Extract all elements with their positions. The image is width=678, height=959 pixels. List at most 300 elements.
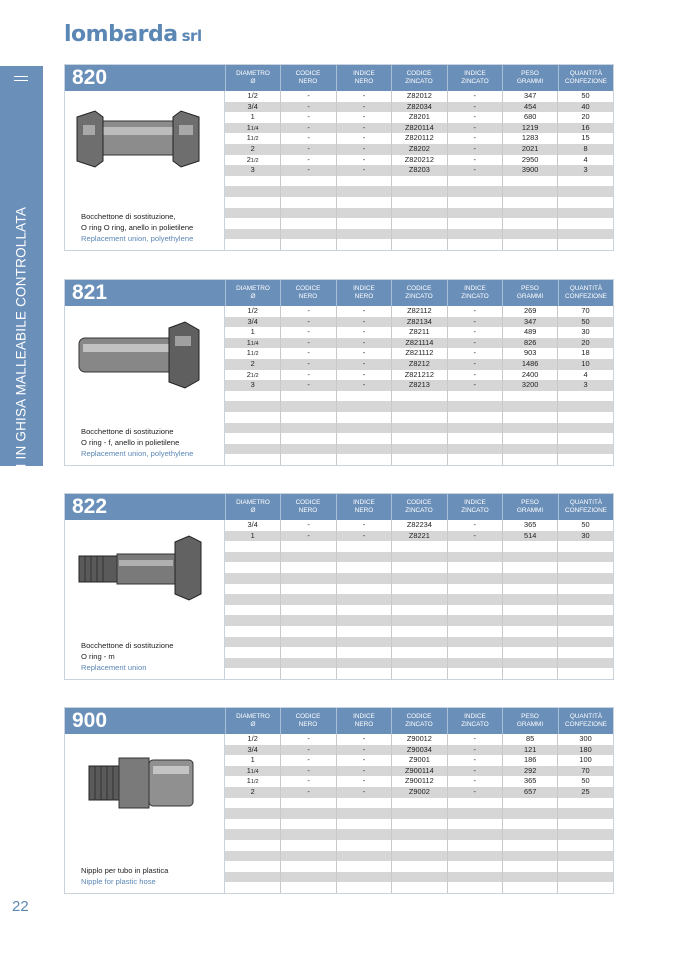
table-row xyxy=(225,637,613,648)
table-cell: 300 xyxy=(557,734,612,745)
table-row xyxy=(225,338,613,349)
table-cell xyxy=(225,229,280,240)
table-cell: - xyxy=(447,745,502,756)
table-cell: - xyxy=(447,133,502,144)
table-cell xyxy=(557,208,612,219)
table-cell xyxy=(502,444,557,455)
table-cell xyxy=(502,594,557,605)
table-cell: - xyxy=(447,380,502,391)
table-cell xyxy=(502,872,557,883)
table-cell xyxy=(447,444,502,455)
table-cell xyxy=(502,615,557,626)
table-cell: - xyxy=(280,359,335,370)
table-cell: 70 xyxy=(557,766,612,777)
table-cell: - xyxy=(280,338,335,349)
column-header-line: Ø xyxy=(250,721,256,728)
table-cell xyxy=(447,819,502,830)
product-image-panel xyxy=(65,91,225,250)
column-header-line: GRAMMI xyxy=(516,293,544,300)
table-cell: 50 xyxy=(557,91,612,102)
column-header-line: INDICE xyxy=(464,499,486,506)
table-cell xyxy=(391,872,446,883)
table-cell xyxy=(502,176,557,187)
table-cell: - xyxy=(280,306,335,317)
column-header xyxy=(280,280,335,306)
table-cell: - xyxy=(336,787,391,798)
table-cell xyxy=(336,658,391,669)
table-row xyxy=(225,317,613,328)
product-code: 820 xyxy=(72,66,108,89)
table-cell xyxy=(447,176,502,187)
spec-table xyxy=(225,520,613,679)
table-cell xyxy=(502,208,557,219)
table-row xyxy=(225,851,613,862)
section-header xyxy=(65,280,613,306)
table-cell xyxy=(280,423,335,434)
table-cell: - xyxy=(447,327,502,338)
table-row xyxy=(225,155,613,166)
spec-table xyxy=(225,734,613,893)
table-row xyxy=(225,176,613,187)
table-cell: - xyxy=(447,144,502,155)
table-row xyxy=(225,605,613,616)
table-cell: - xyxy=(336,102,391,113)
product-image-panel xyxy=(65,520,225,679)
table-row xyxy=(225,186,613,197)
table-cell: - xyxy=(280,91,335,102)
table-cell xyxy=(336,573,391,584)
table-cell xyxy=(280,208,335,219)
table-cell: 186 xyxy=(502,755,557,766)
column-header-line: DIAMETRO xyxy=(236,713,270,720)
table-cell xyxy=(336,872,391,883)
table-cell xyxy=(336,541,391,552)
table-cell xyxy=(391,658,446,669)
table-cell: 25 xyxy=(557,787,612,798)
column-header-line: INDICE xyxy=(353,285,375,292)
column-header-line: CODICE xyxy=(406,70,432,77)
table-cell xyxy=(391,541,446,552)
table-cell xyxy=(447,541,502,552)
menu-lines-icon xyxy=(14,76,28,81)
table-cell xyxy=(225,208,280,219)
table-cell: Z82134 xyxy=(391,317,446,328)
column-header-line: GRAMMI xyxy=(516,507,544,514)
table-cell xyxy=(280,197,335,208)
table-cell xyxy=(391,798,446,809)
table-cell xyxy=(391,208,446,219)
table-cell xyxy=(557,584,612,595)
table-cell: 20 xyxy=(557,112,612,123)
table-cell xyxy=(391,197,446,208)
table-cell: - xyxy=(336,123,391,134)
description-italian: O ring - f, anello in polietilene xyxy=(81,438,180,447)
table-cell xyxy=(447,584,502,595)
table-cell xyxy=(280,668,335,679)
column-header-line: CONFEZIONE xyxy=(565,507,607,514)
table-cell xyxy=(502,401,557,412)
table-cell: Z82034 xyxy=(391,102,446,113)
table-cell xyxy=(557,239,612,250)
spec-table xyxy=(225,306,613,465)
description-english: Replacement union, polyethylene xyxy=(81,234,194,243)
column-header-line: Ø xyxy=(250,78,256,85)
table-cell: - xyxy=(447,165,502,176)
table-cell: - xyxy=(447,348,502,359)
column-header-line: NERO xyxy=(354,507,374,514)
table-cell xyxy=(336,668,391,679)
table-cell: Z9001 xyxy=(391,755,446,766)
table-row xyxy=(225,91,613,102)
table-cell xyxy=(225,239,280,250)
table-cell xyxy=(447,423,502,434)
table-cell: 3 xyxy=(250,165,255,175)
table-cell xyxy=(336,647,391,658)
table-cell: Z90012 xyxy=(391,734,446,745)
table-cell: 3 xyxy=(557,165,612,176)
table-cell: - xyxy=(447,317,502,328)
table-cell xyxy=(557,658,612,669)
table-row xyxy=(225,391,613,402)
column-header-line: CODICE xyxy=(295,713,321,720)
column-header xyxy=(502,65,557,91)
table-cell xyxy=(336,819,391,830)
table-cell xyxy=(557,594,612,605)
table-cell xyxy=(391,594,446,605)
product-description xyxy=(81,211,193,244)
table-cell xyxy=(502,798,557,809)
table-cell xyxy=(557,647,612,658)
column-header xyxy=(336,494,391,520)
column-header xyxy=(225,280,280,306)
column-header xyxy=(447,708,502,734)
table-cell xyxy=(280,829,335,840)
table-cell xyxy=(557,176,612,187)
table-cell: - xyxy=(280,380,335,391)
table-cell: 489 xyxy=(502,327,557,338)
column-header-line: QUANTITÀ xyxy=(569,499,603,506)
table-cell: Z8211 xyxy=(391,327,446,338)
table-row xyxy=(225,520,613,531)
description-english: Replacement union xyxy=(81,663,147,672)
table-cell xyxy=(336,808,391,819)
table-row xyxy=(225,144,613,155)
table-cell xyxy=(447,626,502,637)
table-cell xyxy=(280,391,335,402)
table-cell: 3 xyxy=(250,380,255,390)
column-header-line: PESO xyxy=(521,713,539,720)
table-cell: Z820212 xyxy=(391,155,446,166)
table-cell xyxy=(280,412,335,423)
table-cell xyxy=(280,573,335,584)
table-cell xyxy=(502,605,557,616)
table-cell xyxy=(502,218,557,229)
table-cell xyxy=(225,647,280,658)
table-cell xyxy=(502,851,557,862)
column-header-line: CODICE xyxy=(406,499,432,506)
table-cell xyxy=(225,218,280,229)
table-cell xyxy=(557,573,612,584)
table-cell: - xyxy=(336,144,391,155)
table-cell: - xyxy=(336,91,391,102)
table-cell xyxy=(225,412,280,423)
table-cell xyxy=(502,861,557,872)
table-cell xyxy=(502,454,557,465)
table-cell xyxy=(225,637,280,648)
table-cell xyxy=(225,829,280,840)
table-cell xyxy=(280,594,335,605)
table-cell xyxy=(280,562,335,573)
table-cell: - xyxy=(336,338,391,349)
table-cell xyxy=(557,861,612,872)
table-cell xyxy=(447,829,502,840)
table-row xyxy=(225,745,613,756)
column-header-line: ZINCATO xyxy=(461,507,489,514)
table-cell xyxy=(557,412,612,423)
table-cell: - xyxy=(336,306,391,317)
table-cell: Z900112 xyxy=(391,776,446,787)
table-cell xyxy=(336,454,391,465)
table-cell xyxy=(336,584,391,595)
brand-name: lombarda xyxy=(64,22,178,47)
table-cell: 11/2 xyxy=(246,348,259,358)
table-cell xyxy=(557,798,612,809)
column-header-line: Ø xyxy=(250,293,256,300)
table-cell xyxy=(447,637,502,648)
table-cell xyxy=(225,552,280,563)
table-cell xyxy=(280,637,335,648)
table-cell xyxy=(280,186,335,197)
table-cell xyxy=(225,851,280,862)
table-cell xyxy=(502,412,557,423)
table-cell xyxy=(280,615,335,626)
table-cell: 21/2 xyxy=(246,369,259,379)
table-cell: Z821212 xyxy=(391,370,446,381)
table-cell: 10 xyxy=(557,359,612,370)
table-cell: 18 xyxy=(557,348,612,359)
table-row xyxy=(225,787,613,798)
table-cell: 85 xyxy=(502,734,557,745)
column-header-line: CONFEZIONE xyxy=(565,293,607,300)
table-cell xyxy=(447,229,502,240)
table-cell: Z821112 xyxy=(391,348,446,359)
brand-suffix: srl xyxy=(181,27,202,45)
table-cell xyxy=(280,605,335,616)
table-cell: 2021 xyxy=(502,144,557,155)
table-row xyxy=(225,776,613,787)
table-cell xyxy=(336,229,391,240)
table-cell xyxy=(225,840,280,851)
table-cell xyxy=(502,584,557,595)
table-cell xyxy=(502,423,557,434)
table-cell: 40 xyxy=(557,102,612,113)
table-cell xyxy=(502,829,557,840)
table-cell: - xyxy=(336,359,391,370)
table-row xyxy=(225,208,613,219)
table-cell xyxy=(225,658,280,669)
table-cell xyxy=(557,829,612,840)
table-cell xyxy=(225,433,280,444)
table-cell xyxy=(225,423,280,434)
table-cell: - xyxy=(447,520,502,531)
table-cell xyxy=(391,819,446,830)
table-row xyxy=(225,668,613,679)
table-cell xyxy=(280,176,335,187)
column-header xyxy=(391,708,446,734)
column-header-line: DIAMETRO xyxy=(236,499,270,506)
column-header xyxy=(391,280,446,306)
table-cell xyxy=(336,401,391,412)
table-cell xyxy=(447,562,502,573)
table-cell xyxy=(280,840,335,851)
table-cell: 4 xyxy=(557,155,612,166)
column-header-line: PESO xyxy=(521,285,539,292)
column-header-line: NERO xyxy=(354,293,374,300)
column-header-line: DIAMETRO xyxy=(236,70,270,77)
table-cell: - xyxy=(336,755,391,766)
column-header-line: NERO xyxy=(298,721,318,728)
table-cell: Z8203 xyxy=(391,165,446,176)
table-cell xyxy=(391,584,446,595)
table-cell: 1219 xyxy=(502,123,557,134)
table-cell: - xyxy=(336,380,391,391)
table-cell xyxy=(502,562,557,573)
table-cell: - xyxy=(336,155,391,166)
table-cell: - xyxy=(280,112,335,123)
table-cell: - xyxy=(336,531,391,542)
table-cell xyxy=(391,861,446,872)
table-cell xyxy=(336,882,391,893)
table-cell xyxy=(502,840,557,851)
table-cell: - xyxy=(280,745,335,756)
column-header-line: PESO xyxy=(521,70,539,77)
table-cell: Z82112 xyxy=(391,306,446,317)
table-cell: 50 xyxy=(557,776,612,787)
table-row xyxy=(225,412,613,423)
column-header-line: INDICE xyxy=(353,499,375,506)
description-italian: Bocchettone di sostituzione xyxy=(81,427,174,436)
column-header-line: ZINCATO xyxy=(461,78,489,85)
table-cell xyxy=(391,552,446,563)
table-cell xyxy=(225,401,280,412)
table-row xyxy=(225,380,613,391)
table-cell xyxy=(280,808,335,819)
table-cell xyxy=(502,626,557,637)
table-row xyxy=(225,239,613,250)
table-cell xyxy=(557,444,612,455)
product-description xyxy=(81,640,173,673)
column-header xyxy=(336,280,391,306)
table-cell xyxy=(447,808,502,819)
section-header xyxy=(65,494,613,520)
column-header xyxy=(280,708,335,734)
table-cell xyxy=(557,552,612,563)
table-cell xyxy=(557,808,612,819)
table-cell: 1/2 xyxy=(247,306,258,315)
table-row xyxy=(225,165,613,176)
table-cell xyxy=(391,186,446,197)
product-section-821 xyxy=(64,279,614,466)
column-header-line: INDICE xyxy=(353,713,375,720)
table-cell xyxy=(502,647,557,658)
table-cell xyxy=(557,819,612,830)
table-cell xyxy=(557,218,612,229)
table-cell xyxy=(280,239,335,250)
table-row xyxy=(225,306,613,317)
table-cell: Z82234 xyxy=(391,520,446,531)
table-cell: 70 xyxy=(557,306,612,317)
table-cell: - xyxy=(336,520,391,531)
table-row xyxy=(225,861,613,872)
table-row xyxy=(225,872,613,883)
column-header-line: CODICE xyxy=(295,499,321,506)
table-cell: 11/4 xyxy=(246,122,259,132)
table-cell xyxy=(280,798,335,809)
table-cell xyxy=(225,808,280,819)
table-cell xyxy=(447,433,502,444)
table-cell xyxy=(280,229,335,240)
table-cell xyxy=(225,819,280,830)
table-cell xyxy=(225,444,280,455)
table-cell: 11/2 xyxy=(246,133,259,143)
product-code: 821 xyxy=(72,281,108,304)
product-code: 822 xyxy=(72,495,108,518)
description-italian: Bocchettone di sostituzione xyxy=(81,641,174,650)
column-header-line: INDICE xyxy=(464,713,486,720)
table-cell: 1 xyxy=(250,755,255,765)
table-cell: - xyxy=(280,776,335,787)
table-cell: 657 xyxy=(502,787,557,798)
column-header-line: NERO xyxy=(298,507,318,514)
table-row xyxy=(225,133,613,144)
table-cell: 1 xyxy=(250,112,255,122)
product-section-822 xyxy=(64,493,614,680)
table-cell xyxy=(391,218,446,229)
table-cell: - xyxy=(280,155,335,166)
table-cell xyxy=(447,605,502,616)
table-cell xyxy=(557,454,612,465)
table-cell xyxy=(447,872,502,883)
table-cell: 121 xyxy=(502,745,557,756)
table-cell: - xyxy=(447,102,502,113)
table-row xyxy=(225,615,613,626)
column-header xyxy=(225,65,280,91)
description-english: Replacement union, polyethylene xyxy=(81,449,194,458)
table-cell: 1486 xyxy=(502,359,557,370)
table-cell xyxy=(280,454,335,465)
table-cell: Z8201 xyxy=(391,112,446,123)
table-cell xyxy=(557,872,612,883)
table-cell xyxy=(336,626,391,637)
table-cell xyxy=(225,186,280,197)
table-cell: 11/4 xyxy=(246,337,259,347)
table-cell xyxy=(502,239,557,250)
table-cell: Z82012 xyxy=(391,91,446,102)
table-cell: 3/4 xyxy=(247,101,258,111)
table-cell: 347 xyxy=(502,317,557,328)
table-row xyxy=(225,444,613,455)
column-header-line: ZINCATO xyxy=(405,507,433,514)
table-cell: 2 xyxy=(250,358,255,368)
table-cell xyxy=(447,594,502,605)
side-category-label: RACCORDI IN GHISA MALLEABILE CONTROLLATA xyxy=(13,206,29,538)
table-cell: Z8202 xyxy=(391,144,446,155)
table-cell: - xyxy=(280,766,335,777)
column-header-line: QUANTITÀ xyxy=(569,713,603,720)
column-header xyxy=(225,494,280,520)
table-cell: 30 xyxy=(557,327,612,338)
table-cell: - xyxy=(447,531,502,542)
